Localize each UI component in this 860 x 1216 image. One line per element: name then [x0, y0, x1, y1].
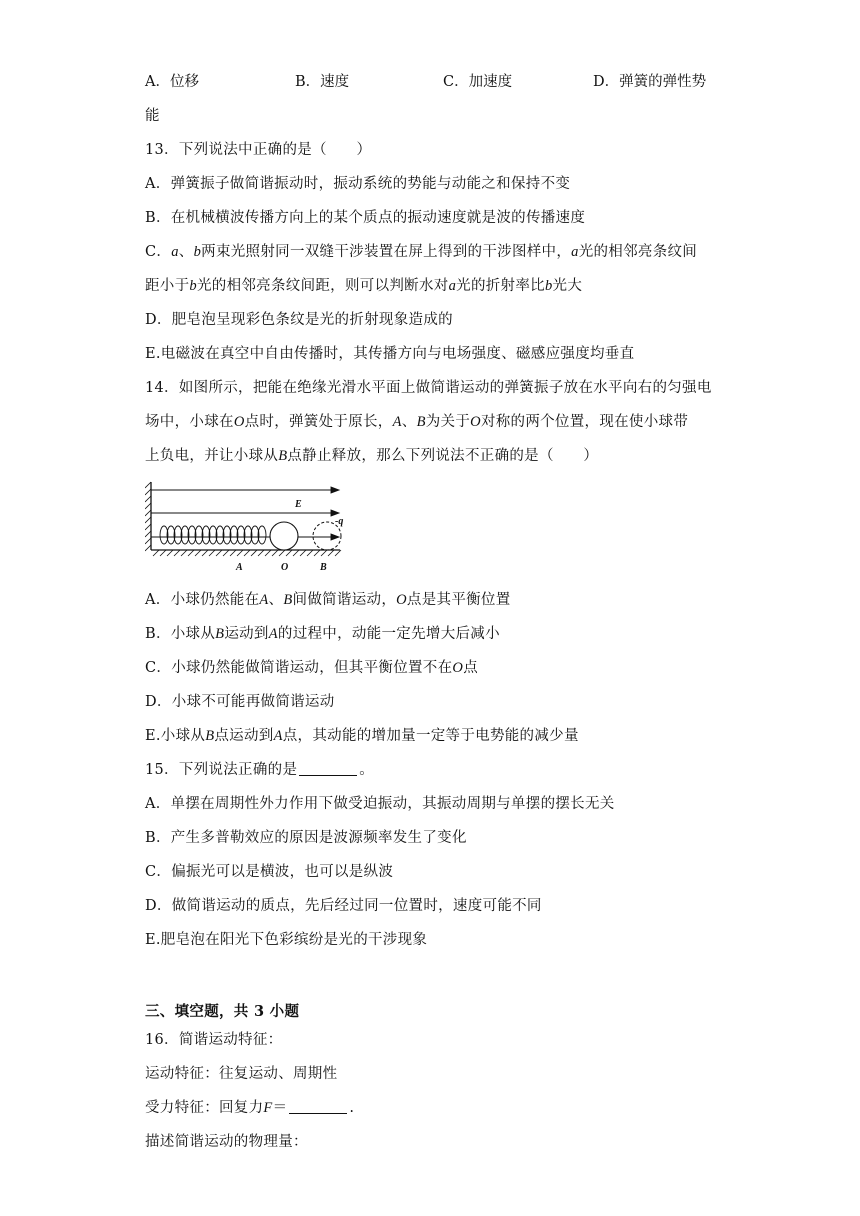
q12-option-c: C．加速度	[443, 74, 513, 90]
spring	[151, 526, 270, 544]
q12-option-b: B．速度	[295, 74, 350, 90]
wall-hatching	[145, 482, 151, 551]
text: 距小于	[145, 278, 190, 294]
q13-option-b: B．在机械横波传播方向上的某个质点的振动速度就是波的传播速度	[145, 210, 586, 226]
var-B: B	[215, 626, 225, 642]
var-b: b	[193, 244, 202, 260]
label-A: A	[236, 562, 243, 573]
q15-option-c: C．偏振光可以是横波，也可以是纵波	[145, 864, 394, 880]
label-q: -q	[335, 516, 344, 527]
text: C．小球仍然能做简谐运动，但其平衡位置不在	[145, 660, 453, 676]
text: 光大	[552, 278, 583, 294]
text: 场中，小球在	[145, 414, 234, 430]
spring-oscillator-figure	[145, 480, 350, 580]
text: 点时，弹簧处于原长，	[244, 414, 393, 430]
label-O: O	[281, 562, 289, 573]
q15-option-b: B．产生多普勒效应的原因是波源频率发生了变化	[145, 830, 467, 846]
q12-option-d: D．弹簧的弹性势	[593, 74, 707, 90]
q12-option-a: A．位移	[145, 74, 199, 90]
q13-option-c-line2	[145, 276, 582, 296]
q16-force-feature	[145, 1098, 354, 1118]
q15-option-e: E.肥皂泡在阳光下色彩缤纷是光的干涉现象	[145, 932, 428, 948]
text: 对称的两个位置，现在使小球带	[480, 414, 689, 430]
q15-option-d: D．做简谐运动的质点，先后经过同一位置时，速度可能不同	[145, 898, 542, 914]
text: A．小球仍然能在	[145, 592, 260, 608]
q15-option-a: A．单摆在周期性外力作用下做受迫振动，其振动周期与单摆的摆长无关	[145, 796, 615, 812]
text: 、	[178, 244, 194, 260]
text: C．	[145, 244, 172, 260]
var-B: B	[278, 448, 288, 464]
q13-stem: 13．下列说法中正确的是（ ）	[145, 142, 372, 158]
text: 两束光照射同一双缝干涉装置在屏上得到的干涉图样中，	[201, 244, 572, 260]
text: 光的折射率比	[456, 278, 545, 294]
text: 、	[401, 414, 417, 430]
answer-blank[interactable]	[299, 761, 357, 776]
text: 光的相邻亮条纹间距，则可以判断水对	[196, 278, 449, 294]
q13-option-a: A．弹簧振子做简谐振动时，振动系统的势能与动能之和保持不变	[145, 176, 571, 192]
text: 点，其动能的增加量一定等于电势能的减少量	[282, 728, 579, 744]
var-a: a	[448, 278, 457, 294]
q14-stem-line1: 14．如图所示，把能在绝缘光滑水平面上做简谐运动的弹簧振子放在水平向右的匀强电	[145, 380, 712, 396]
spring-diagram	[145, 480, 350, 580]
text: E.小球从	[145, 728, 206, 744]
text: 运动到	[224, 626, 269, 642]
text: 点是其平衡位置	[406, 592, 511, 608]
var-a: a	[571, 244, 579, 260]
text: ＝	[272, 1100, 288, 1116]
floor-hatching	[153, 550, 341, 556]
answer-blank[interactable]	[289, 1099, 347, 1114]
var-b: b	[189, 278, 197, 294]
var-B: B	[205, 728, 215, 744]
text: 光的相邻亮条纹间	[578, 244, 698, 260]
var-O: O	[452, 660, 464, 676]
var-O: O	[396, 592, 407, 608]
text: 间做简谐运动，	[292, 592, 397, 608]
q14-stem-line2	[145, 412, 688, 432]
q12-option-d-continued: 能	[145, 108, 160, 124]
text: 的过程中，动能一定先增大后减小	[277, 626, 500, 642]
var-A: A	[268, 626, 278, 642]
q16-motion-feature: 运动特征：往复运动、周期性	[145, 1066, 338, 1082]
ball-at-O	[270, 522, 298, 550]
text: 点运动到	[214, 728, 274, 744]
q13-option-d: D．肥皂泡呈现彩色条纹是光的折射现象造成的	[145, 312, 453, 328]
text: 。	[359, 762, 375, 778]
q14-stem-line3	[145, 446, 598, 466]
q14-option-d: D．小球不可能再做简谐运动	[145, 694, 335, 710]
q14-option-c	[145, 658, 478, 678]
var-F: F	[263, 1100, 273, 1116]
label-B: B	[320, 562, 327, 573]
var-O: O	[470, 414, 481, 430]
q14-option-a	[145, 590, 511, 610]
var-O: O	[233, 414, 245, 430]
q14-option-b	[145, 624, 500, 644]
text: 上负电，并让小球从	[145, 448, 279, 464]
q15-stem	[145, 760, 374, 780]
text: 为关于	[425, 414, 471, 430]
var-A: A	[392, 414, 402, 430]
label-E: E	[295, 499, 302, 510]
q16-stem: 16．简谐运动特征：	[145, 1032, 283, 1048]
var-B: B	[416, 414, 426, 430]
var-b: b	[544, 278, 553, 294]
q13-option-e: E.电磁波在真空中自由传播时，其传播方向与电场强度、磁感应强度均垂直	[145, 346, 635, 362]
text: 点	[463, 660, 478, 676]
var-B: B	[283, 592, 293, 608]
q13-option-c-line1	[145, 242, 697, 262]
var-a: a	[171, 244, 179, 260]
q14-option-e	[145, 726, 579, 746]
section-heading: 三、填空题，共 3 小题	[145, 1003, 300, 1020]
text: 、	[268, 592, 284, 608]
text: .	[349, 1100, 355, 1116]
text: 受力特征：回复力	[145, 1100, 264, 1116]
var-A: A	[259, 592, 269, 608]
q16-quantities: 描述简谐运动的物理量：	[145, 1134, 308, 1150]
var-A: A	[273, 728, 283, 744]
text: B．小球从	[145, 626, 216, 642]
text: 点静止释放，那么下列说法不正确的是（ ）	[287, 448, 599, 464]
text: 15．下列说法正确的是	[145, 762, 298, 778]
